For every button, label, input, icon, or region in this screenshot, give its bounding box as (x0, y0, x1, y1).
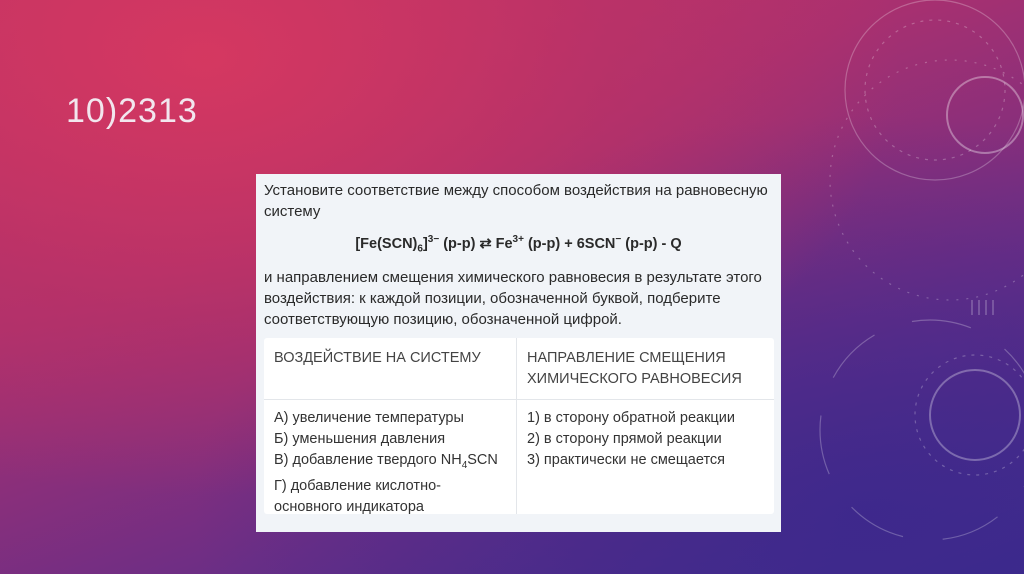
list-item: А) увеличение температуры (274, 409, 464, 426)
chemical-equation: $[Fe(SCN)_6]^{3-}$ (р-р) ⇄ $Fe^{3+}$ (р-р) + 6SCN− (р-р) - Q (355, 234, 682, 255)
list-item: Б) уменьшения давления (274, 430, 446, 447)
task-intro: Установите соответствие между способом воздействия на равновесную систему (264, 182, 768, 220)
list-item: В) добавление твердого $NH_4SCN$ (274, 451, 498, 471)
list-item: 2) в сторону прямой реакции (527, 430, 722, 447)
header-impact: ВОЗДЕЙСТВИЕ НА СИСТЕМУ (264, 338, 517, 400)
list-item: Г) добавление кислотно-основного индикатора (274, 477, 441, 515)
list-item: 3) практически не смещается (527, 451, 726, 468)
slide-title: 10)2313 (66, 92, 198, 130)
direction-list (517, 400, 774, 514)
header-direction: НАПРАВЛЕНИЕ СМЕЩЕНИЯ ХИМИЧЕСКОГО РАВНОВЕСИЯ (517, 338, 774, 400)
matching-table (264, 338, 774, 514)
task-panel (256, 174, 781, 532)
task-instruction: и направлением смещения химического равновесия в результате этого воздействия: к каждой позиции, обозначенной буквой, подберите соответствующую позицию, обозначенной цифрой. (264, 268, 762, 328)
impact-list (264, 400, 517, 514)
list-item: 1) в сторону обратной реакции (527, 409, 735, 426)
